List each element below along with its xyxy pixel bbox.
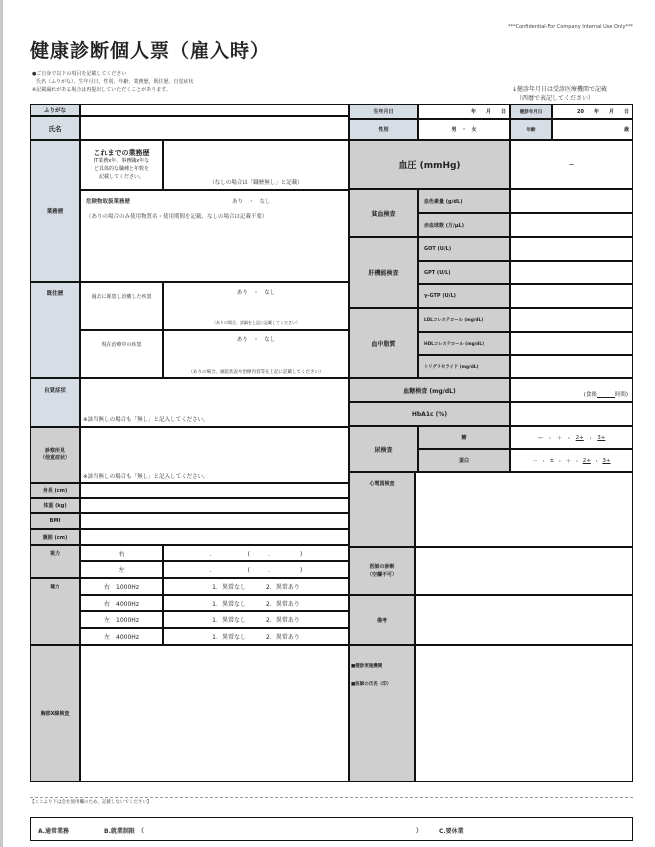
triglyceride-label: トリグリセライド (mg/dL) (418, 355, 510, 378)
institution-label: ■健診実施機関 (351, 664, 383, 669)
hearing-row-3-field[interactable] (163, 611, 349, 628)
exam-date-field[interactable]: 20 年 月 日 (552, 104, 633, 119)
hearing-row-1-opt1[interactable]: 1．異常なし (212, 584, 246, 591)
exam-date-note-2: （西暦で表記してください） (516, 95, 595, 102)
glucose-note-a: (食後 (583, 392, 597, 398)
anemia-label: 貧血検査 (349, 189, 418, 237)
diagnosis-text-2: （空欄不可） (366, 572, 397, 578)
option-b-close: ） (416, 828, 423, 835)
hours-blank[interactable] (597, 392, 615, 398)
scale-plus[interactable]: ＋ (556, 435, 563, 442)
height-field[interactable] (80, 483, 349, 498)
glucose-label: 血糖検査 (mg/dL) (349, 378, 510, 402)
past-history-text: 既往歴 (46, 291, 64, 297)
sex-label: 性別 (349, 119, 418, 140)
option-c[interactable]: C.要休業 (439, 828, 464, 835)
page-title: 健康診断個人票（雇入時） (30, 40, 271, 62)
ggtp-field[interactable] (510, 284, 633, 308)
exam-findings-text-2: （他覚症状） (39, 455, 70, 461)
diagnosis-label (349, 547, 415, 595)
hearing-row-4-side: 左 4000Hz (80, 628, 163, 645)
scale-dot: ・ (587, 435, 594, 442)
institution-label-cell (349, 645, 415, 782)
diagnosis-text-1: 医師の診断 (369, 564, 395, 570)
hdl-label: HDLコレステロール (mg/dL) (418, 332, 510, 355)
job-history-field[interactable] (163, 140, 349, 190)
scale-dot: ・ (574, 458, 580, 465)
scale-minus[interactable]: － (532, 458, 539, 465)
current-disease-label (80, 330, 163, 378)
urine-label: 尿検査 (349, 426, 418, 472)
job-history-desc (80, 140, 163, 190)
doctor-name-label: ■医師の氏名（印） (351, 682, 392, 687)
scale-dot: ・ (547, 435, 553, 442)
waist-field[interactable] (80, 529, 349, 545)
past-disease-text: 過去に罹患し治癒した疾患 (91, 294, 152, 300)
hearing-row-2-field[interactable] (163, 595, 349, 611)
cut-line (30, 797, 633, 798)
symptoms-note: ※該当無しの場合も「無し」と記入してください。 (83, 417, 209, 423)
symptoms-field[interactable] (80, 378, 349, 427)
past-disease-label (80, 282, 163, 330)
urine-sugar-scale[interactable] (510, 426, 633, 449)
ecg-field[interactable] (415, 472, 633, 547)
blood-pressure-field[interactable]: ~ (510, 140, 633, 189)
hba1c-label: HbA1c (%) (349, 402, 510, 426)
gpt-label: GPT (U/L) (418, 261, 510, 284)
vision-left-field[interactable]: . ( . ) (163, 561, 349, 578)
current-disease-field[interactable] (163, 330, 349, 378)
bmi-label: BMI (30, 513, 80, 529)
ggtp-label: γ-GTP (U/L) (418, 284, 510, 308)
scale-dot: ・ (541, 458, 547, 465)
scale-dot: ・ (566, 435, 572, 442)
job-history-none-note: （なしの場合は「職歴無し」と記載） (209, 180, 303, 186)
glucose-field[interactable] (510, 378, 633, 402)
got-label: GOT (U/L) (418, 237, 510, 261)
scale-minus[interactable]: － (537, 435, 544, 442)
scale-plus[interactable]: ＋ (565, 458, 572, 465)
job-history-desc-2: ど具体的な職種と年数を (93, 166, 149, 172)
ecg-label: 心電図検査 (349, 472, 415, 547)
option-b[interactable]: B.就業制限 （ (104, 828, 144, 835)
hdl-field[interactable] (510, 332, 633, 355)
hazard-title: 危険物取扱業務歴 (86, 199, 131, 205)
xray-field[interactable] (80, 645, 349, 782)
hearing-row-3-side: 左 1000Hz (80, 611, 163, 628)
instruction-note-2: 氏名（ふりがな）、生年月日、性別、年齢、業務歴、既往歴、自覚症状 (36, 79, 194, 85)
triglyceride-field[interactable] (510, 355, 633, 378)
work-history-text: 業務歴 (46, 209, 64, 215)
birthdate-field[interactable]: 年 月 日 (418, 104, 510, 119)
scale-3plus[interactable]: 3+ (597, 434, 606, 441)
rbc-label: 赤血球数 (万/μL) (418, 213, 510, 237)
scale-3plus[interactable]: 3+ (602, 457, 611, 464)
past-history-label (30, 282, 80, 378)
name-field[interactable] (80, 116, 349, 140)
vision-right-field[interactable]: . ( . ) (163, 545, 349, 561)
hearing-row-2-opt2[interactable]: 2．異常あり (266, 600, 300, 608)
liver-label: 肝機能検査 (349, 237, 418, 308)
exam-date-note-1: ↓健診年月日は受診医療機関で記載 (512, 86, 608, 93)
exam-findings-field[interactable] (80, 427, 349, 483)
hearing-label (30, 578, 80, 645)
page-edge (0, 0, 3, 847)
current-note: （ありの場合、通院状況や治療内容等を上記に記載してください） (188, 370, 324, 375)
rbc-field[interactable] (510, 213, 633, 237)
current-disease-text: 現在治療中の疾患 (101, 342, 142, 348)
urine-protein-scale[interactable] (510, 449, 633, 472)
age-field[interactable]: 歳 (552, 119, 633, 140)
waist-label: 腹囲 (cm) (30, 529, 80, 545)
hearing-row-2-opt1[interactable]: 1．異常なし (212, 600, 246, 608)
hearing-row-1-side: 右 1000Hz (80, 578, 163, 595)
hazard-note: （ありの場合のみ使用物質名・使用期間を記載、なしの場合は記載不要） (86, 214, 268, 220)
weight-field[interactable] (80, 498, 349, 513)
blood-pressure-label: 血圧 (mmHg) (349, 140, 510, 189)
lipid-label: 血中脂質 (349, 308, 418, 378)
ldl-field[interactable] (510, 308, 633, 332)
hearing-row-1-field[interactable] (163, 578, 349, 595)
past-disease-field[interactable] (163, 282, 349, 330)
institution-field[interactable] (415, 645, 633, 782)
furigana-label: ふりがな (30, 104, 80, 116)
instruction-note-3: ※記載漏れがある場合は再提出していただくことがあります。 (32, 87, 171, 93)
remarks-label: 備考 (349, 595, 415, 645)
job-history-desc-1: IT業務x年、事務職x年な (93, 158, 150, 164)
hba1c-field[interactable] (510, 402, 633, 426)
scale-plusminus[interactable]: ± (549, 457, 555, 464)
confidential-label: ***Confidential-For Company Internal Use Only*** (508, 24, 633, 30)
hazard-choice[interactable]: あり ・ なし (232, 199, 271, 205)
vision-right-side: 右 (80, 545, 163, 561)
hearing-text: 聴力 (50, 585, 60, 590)
vision-left-side: 左 (80, 561, 163, 578)
work-history-label (30, 140, 80, 282)
furigana-field[interactable] (80, 104, 349, 116)
xray-label: 胸部X線検査 (30, 645, 80, 782)
scale-dot: ・ (593, 458, 600, 465)
urine-protein-label: 蛋白 (418, 449, 510, 472)
ldl-label: LDLコレステロール (mg/dL) (418, 308, 510, 332)
past-choice[interactable]: あり ・ なし (236, 290, 276, 296)
remarks-field[interactable] (415, 595, 633, 645)
name-label: 氏名 (30, 116, 80, 140)
urine-sugar-label: 糖 (418, 426, 510, 449)
scale-dot: ・ (557, 458, 563, 465)
vision-label (30, 545, 80, 578)
hearing-row-4-opt1[interactable]: 1．異常なし (212, 634, 246, 641)
scale-2plus[interactable]: 2+ (575, 434, 584, 441)
vision-text: 視力 (49, 551, 60, 557)
weight-label: 体重 (kg) (30, 498, 80, 513)
instruction-note-1: ●ご自身で以下の項目を記載してください (32, 71, 127, 77)
got-field[interactable] (510, 237, 633, 261)
hearing-row-4-opt2[interactable]: 2．異常あり (266, 634, 300, 641)
hemoglobin-label: 血色素量 (g/dL) (418, 189, 510, 213)
exam-date-label: 健診年月日 (510, 104, 552, 119)
hearing-row-3-opt2[interactable]: 2．異常あり (266, 617, 300, 624)
symptoms-text: 自覚症状 (43, 388, 66, 394)
past-note: （ありの場合、詳細を上記に記載してください） (212, 320, 300, 325)
company-use-note: 【ここより下は会社使用欄のため、記載しないでください】 (30, 800, 152, 805)
job-history-desc-3: 記載してください。 (98, 174, 144, 180)
birthdate-label: 生年月日 (349, 104, 418, 119)
exam-findings-note: ※該当無しの場合も「無し」と記入してください。 (83, 474, 209, 480)
hearing-row-3-opt1[interactable]: 1．異常なし (212, 617, 246, 624)
symptoms-label (30, 378, 80, 427)
exam-findings-label (30, 427, 80, 483)
age-label: 年齢 (510, 119, 552, 140)
hearing-row-2-side: 右 4000Hz (80, 595, 163, 611)
scale-2plus[interactable]: 2+ (582, 457, 591, 464)
work-decision-box (30, 817, 633, 841)
exam-findings-text-1: 診察所見 (44, 448, 65, 454)
glucose-note-b: 時間) (614, 392, 628, 398)
diagnosis-field[interactable] (415, 547, 633, 595)
current-choice[interactable]: あり ・ なし (236, 337, 276, 343)
hearing-row-4-field[interactable] (163, 628, 349, 645)
hearing-row-1-opt2[interactable]: 2．異常あり (266, 584, 300, 591)
bmi-field[interactable] (80, 513, 349, 529)
job-history-title: これまでの業務歴 (93, 149, 150, 157)
hemoglobin-field[interactable] (510, 189, 633, 213)
option-a[interactable]: A.通常業務 (38, 828, 70, 835)
height-label: 身長 (cm) (30, 483, 80, 498)
sex-field[interactable]: 男 ・ 女 (418, 119, 510, 140)
gpt-field[interactable] (510, 261, 633, 284)
